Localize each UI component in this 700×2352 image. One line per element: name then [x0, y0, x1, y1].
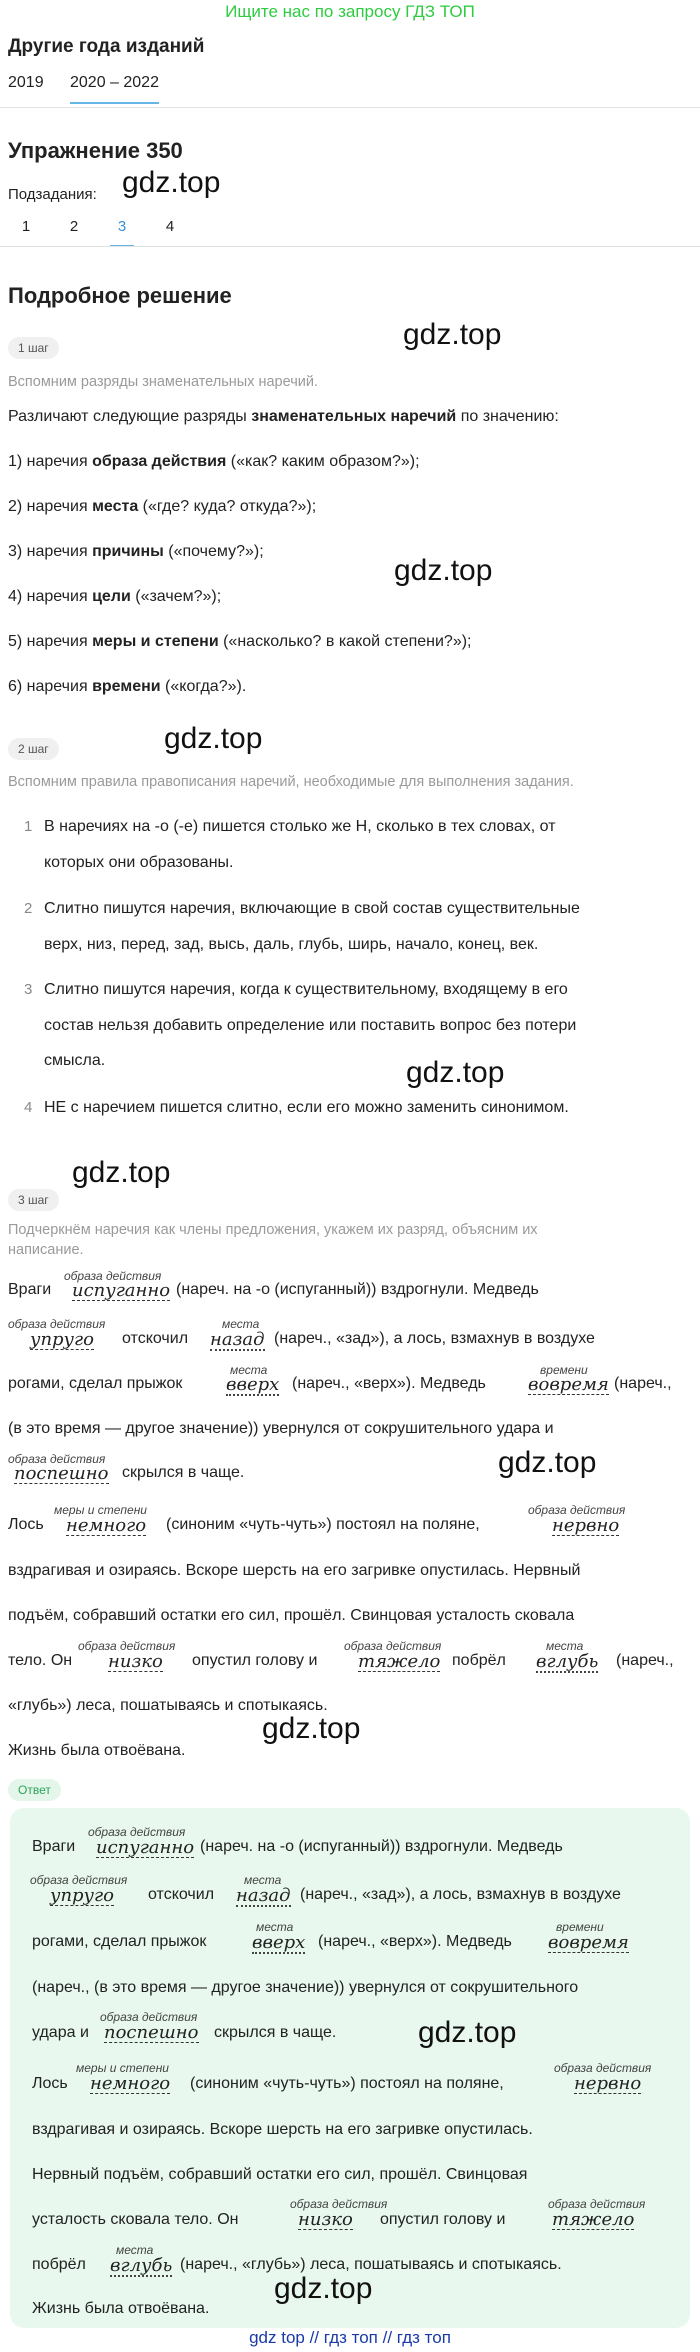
underlined-adverb: вовремя	[548, 1932, 629, 1953]
sentence-text: опустил голову и	[192, 1652, 318, 1669]
adverb-category-note: образа действия	[30, 1873, 128, 1887]
sentence-text: вздрагивая и озираясь. Вскоре шерсть на его загривке опустилась. Нервный	[8, 1562, 581, 1579]
text: 1) наречия	[8, 453, 93, 470]
answer-badge: Ответ	[8, 1779, 61, 1801]
rule-number: 3	[24, 981, 33, 998]
rule-text: смысла.	[44, 1052, 106, 1069]
answer-text: побрёл	[32, 2256, 86, 2273]
sentence-text: (нареч.,	[616, 1652, 674, 1669]
underlined-adverb: поспешно	[104, 2022, 199, 2043]
answer-text: (нареч., «глубь») леса, пошатываясь и спотыкаясь.	[180, 2256, 562, 2273]
watermark: gdz.top	[394, 554, 493, 587]
watermark: gdz.top	[498, 1446, 597, 1479]
text: («где? куда? откуда?»);	[138, 498, 317, 515]
sentence-text: (синоним «чуть-чуть») постоял на поляне,	[166, 1516, 480, 1533]
category-item	[8, 543, 264, 561]
category-item	[8, 498, 316, 516]
answer-text: (нареч., (в это время — другое значение)) увернулся от сокрушительного	[32, 1979, 579, 1996]
watermark: gdz.top	[403, 318, 502, 351]
text: по значению:	[456, 408, 559, 425]
text-bold: меры и степени	[92, 633, 219, 650]
rule-text: Слитно пишутся наречия, включающие в свой состав существительные	[44, 900, 580, 917]
text-bold: времени	[92, 678, 161, 695]
watermark: gdz.top	[164, 722, 263, 755]
rule-text: Слитно пишутся наречия, когда к существительному, входящему в его	[44, 981, 568, 998]
underlined-adverb: тяжело	[552, 2209, 635, 2230]
rule-number: 2	[24, 900, 33, 917]
answer-text: Жизнь была отвоёвана.	[32, 2300, 210, 2317]
underlined-adverb: низко	[298, 2209, 353, 2230]
sentence-text: (нареч., «верх»). Медведь	[292, 1375, 486, 1392]
adverb-category-note: образа действия	[100, 2010, 198, 2024]
adverb-category-note: образа действия	[78, 1639, 176, 1653]
text-bold: знаменательных наречий	[251, 408, 457, 425]
underlined-adverb: нервно	[574, 2073, 642, 2094]
sentence-text: побрёл	[452, 1652, 506, 1669]
divider	[0, 246, 700, 247]
subtask-tab-3[interactable]: 3	[110, 218, 134, 247]
answer-text: вздрагивая и озираясь. Вскоре шерсть на его загривке опустилась.	[32, 2121, 533, 2138]
answer-text: отскочил	[148, 1886, 215, 1903]
watermark: gdz.top	[122, 166, 221, 199]
underlined-adverb: низко	[108, 1651, 163, 1672]
underlined-adverb: назад	[210, 1329, 265, 1350]
text: 5) наречия	[8, 633, 93, 650]
adverb-category-note: времени	[556, 1920, 604, 1934]
adverb-category-note: места	[116, 2243, 154, 2257]
year-2020-2022-link[interactable]: 2020 – 2022	[70, 74, 159, 104]
divider	[0, 107, 700, 108]
top-banner[interactable]: Ищите нас по запросу ГДЗ ТОП	[225, 2, 475, 21]
rule-number: 1	[24, 818, 33, 835]
adverb-category-note: места	[546, 1639, 584, 1653]
answer-text: Нервный подъём, собравший остатки его сил, прошёл. Свинцовая	[32, 2166, 528, 2183]
watermark: gdz.top	[274, 2272, 373, 2305]
category-item	[8, 588, 221, 606]
sentence-text: «глубь») леса, пошатываясь и спотыкаясь.	[8, 1697, 328, 1714]
subtask-tab-4[interactable]: 4	[165, 218, 175, 235]
answer-text: Враги	[32, 1838, 76, 1855]
answer-text: скрылся в чаще.	[214, 2024, 337, 2041]
text: («как? каким образом?»);	[226, 453, 420, 470]
exercise-title: Упражнение 350	[8, 138, 183, 163]
sentence-text: (нареч., «зад»), а лось, взмахнув в воздухе	[274, 1330, 595, 1347]
step-3-hint: написание.	[8, 1242, 84, 1258]
rule-text: В наречиях на -о (-е) пишется столько же Н, сколько в тех словах, от	[44, 818, 556, 835]
underlined-adverb: тяжело	[358, 1651, 441, 1672]
underlined-adverb: немного	[90, 2073, 171, 2094]
text-bold: цели	[92, 588, 131, 605]
underlined-adverb: упруго	[50, 1885, 114, 1906]
underlined-adverb: вверх	[226, 1374, 280, 1395]
answer-text: опустил голову и	[380, 2211, 506, 2228]
adverb-category-note: места	[222, 1317, 260, 1331]
adverb-category-note: времени	[540, 1363, 588, 1377]
category-item	[8, 678, 246, 696]
year-2019-link[interactable]: 2019	[8, 74, 44, 91]
answer-text: (нареч., «зад»), а лось, взмахнув в воздухе	[300, 1886, 621, 1903]
adverb-category-note: места	[230, 1363, 268, 1377]
underlined-adverb: вовремя	[528, 1374, 609, 1395]
step-2-hint: Вспомним правила правописания наречий, необходимые для выполнения задания.	[8, 774, 574, 790]
footer-links[interactable]: gdz top // гдз топ // гдз топ	[249, 2328, 451, 2347]
adverb-category-note: образа действия	[548, 2197, 646, 2211]
subtasks-label: Подзадания:	[8, 186, 97, 203]
underlined-adverb: упруго	[30, 1329, 94, 1350]
sentence-text: (в это время — другое значение)) увернулся от сокрушительного удара и	[8, 1420, 554, 1437]
text: 2) наречия	[8, 498, 93, 515]
category-item	[8, 453, 420, 471]
watermark: gdz.top	[72, 1156, 171, 1189]
underlined-adverb: вверх	[252, 1932, 306, 1953]
underlined-adverb: нервно	[552, 1515, 620, 1536]
text: («когда?»).	[160, 678, 247, 695]
answer-text: Лось	[32, 2075, 68, 2092]
step-1-badge: 1 шаг	[8, 337, 59, 359]
category-item	[8, 633, 472, 651]
underlined-adverb: поспешно	[14, 1463, 109, 1484]
sentence-text: Лось	[8, 1516, 44, 1533]
subtask-tab-2[interactable]: 2	[69, 218, 79, 235]
answer-text: рогами, сделал прыжок	[32, 1933, 207, 1950]
adverb-category-note: образа действия	[8, 1452, 106, 1466]
adverb-category-note: образа действия	[64, 1269, 162, 1283]
underlined-adverb: немного	[66, 1515, 147, 1536]
text: («насколько? в какой степени?»);	[218, 633, 472, 650]
adverb-category-note: образа действия	[8, 1317, 106, 1331]
adverb-category-note: образа действия	[88, 1825, 186, 1839]
adverb-category-note: образа действия	[554, 2061, 652, 2075]
sentence-text: отскочил	[122, 1330, 189, 1347]
answer-text: (нареч., «верх»). Медведь	[318, 1933, 512, 1950]
watermark: gdz.top	[418, 2016, 517, 2049]
rule-text: верх, низ, перед, зад, высь, даль, глубь, ширь, начало, конец, век.	[44, 936, 539, 953]
text-bold: причины	[92, 543, 164, 560]
answer-text: (нареч. на -о (испуганный)) вздрогнули. Медведь	[200, 1838, 563, 1855]
text-bold: образа действия	[92, 453, 227, 470]
sentence-text: тело. Он	[8, 1652, 73, 1669]
sentence-text: (нареч.,	[614, 1375, 672, 1392]
text: Различают следующие разряды	[8, 408, 252, 425]
text-bold: места	[92, 498, 139, 515]
adverb-category-note: образа действия	[290, 2197, 388, 2211]
sentence-text: Жизнь была отвоёвана.	[8, 1742, 186, 1759]
step-1-intro	[8, 408, 559, 426]
sentence-text: подъём, собравший остатки его сил, прошёл. Свинцовая усталость сковала	[8, 1607, 575, 1624]
sentence-text: (нареч. на -о (испуганный)) вздрогнули. Медведь	[176, 1281, 539, 1298]
underlined-adverb: испуганно	[72, 1280, 171, 1301]
step-3-hint: Подчеркнём наречия как члены предложения, укажем их разряд, объясним их	[8, 1222, 538, 1238]
rule-text: НЕ с наречием пишется слитно, если его можно заменить синонимом.	[44, 1099, 569, 1116]
answer-text: (синоним «чуть-чуть») постоял на поляне,	[190, 2075, 504, 2092]
underlined-adverb: испуганно	[96, 1837, 195, 1858]
step-3-badge: 3 шаг	[8, 1189, 59, 1211]
adverb-category-note: места	[244, 1873, 282, 1887]
answer-text: удара и	[32, 2024, 89, 2041]
underlined-adverb: вглубь	[536, 1651, 599, 1672]
rule-text: которых они образованы.	[44, 854, 234, 871]
answer-text: усталость сковала тело. Он	[32, 2211, 239, 2228]
step-2-badge: 2 шаг	[8, 738, 59, 760]
subtask-tab-1[interactable]: 1	[21, 218, 31, 235]
sentence-text: рогами, сделал прыжок	[8, 1375, 183, 1392]
adverb-category-note: образа действия	[528, 1503, 626, 1517]
adverb-category-note: меры и степени	[54, 1503, 147, 1517]
step-1-hint: Вспомним разряды знаменательных наречий.	[8, 374, 318, 390]
solution-title: Подробное решение	[8, 283, 232, 308]
watermark: gdz.top	[406, 1056, 505, 1089]
other-years-title: Другие года изданий	[8, 36, 205, 57]
sentence-text: скрылся в чаще.	[122, 1464, 245, 1481]
underlined-adverb: назад	[236, 1885, 291, 1906]
text: («зачем?»);	[130, 588, 222, 605]
text: 6) наречия	[8, 678, 93, 695]
text: 4) наречия	[8, 588, 93, 605]
adverb-category-note: меры и степени	[76, 2061, 169, 2075]
adverb-category-note: образа действия	[344, 1639, 442, 1653]
text: 3) наречия	[8, 543, 93, 560]
sentence-text: Враги	[8, 1281, 52, 1298]
adverb-category-note: места	[256, 1920, 294, 1934]
underlined-adverb: вглубь	[110, 2255, 173, 2276]
watermark: gdz.top	[262, 1712, 361, 1745]
rule-number: 4	[24, 1099, 33, 1116]
rule-text: состав нельзя добавить определение или поставить вопрос без потери	[44, 1017, 577, 1034]
text: («почему?»);	[163, 543, 264, 560]
